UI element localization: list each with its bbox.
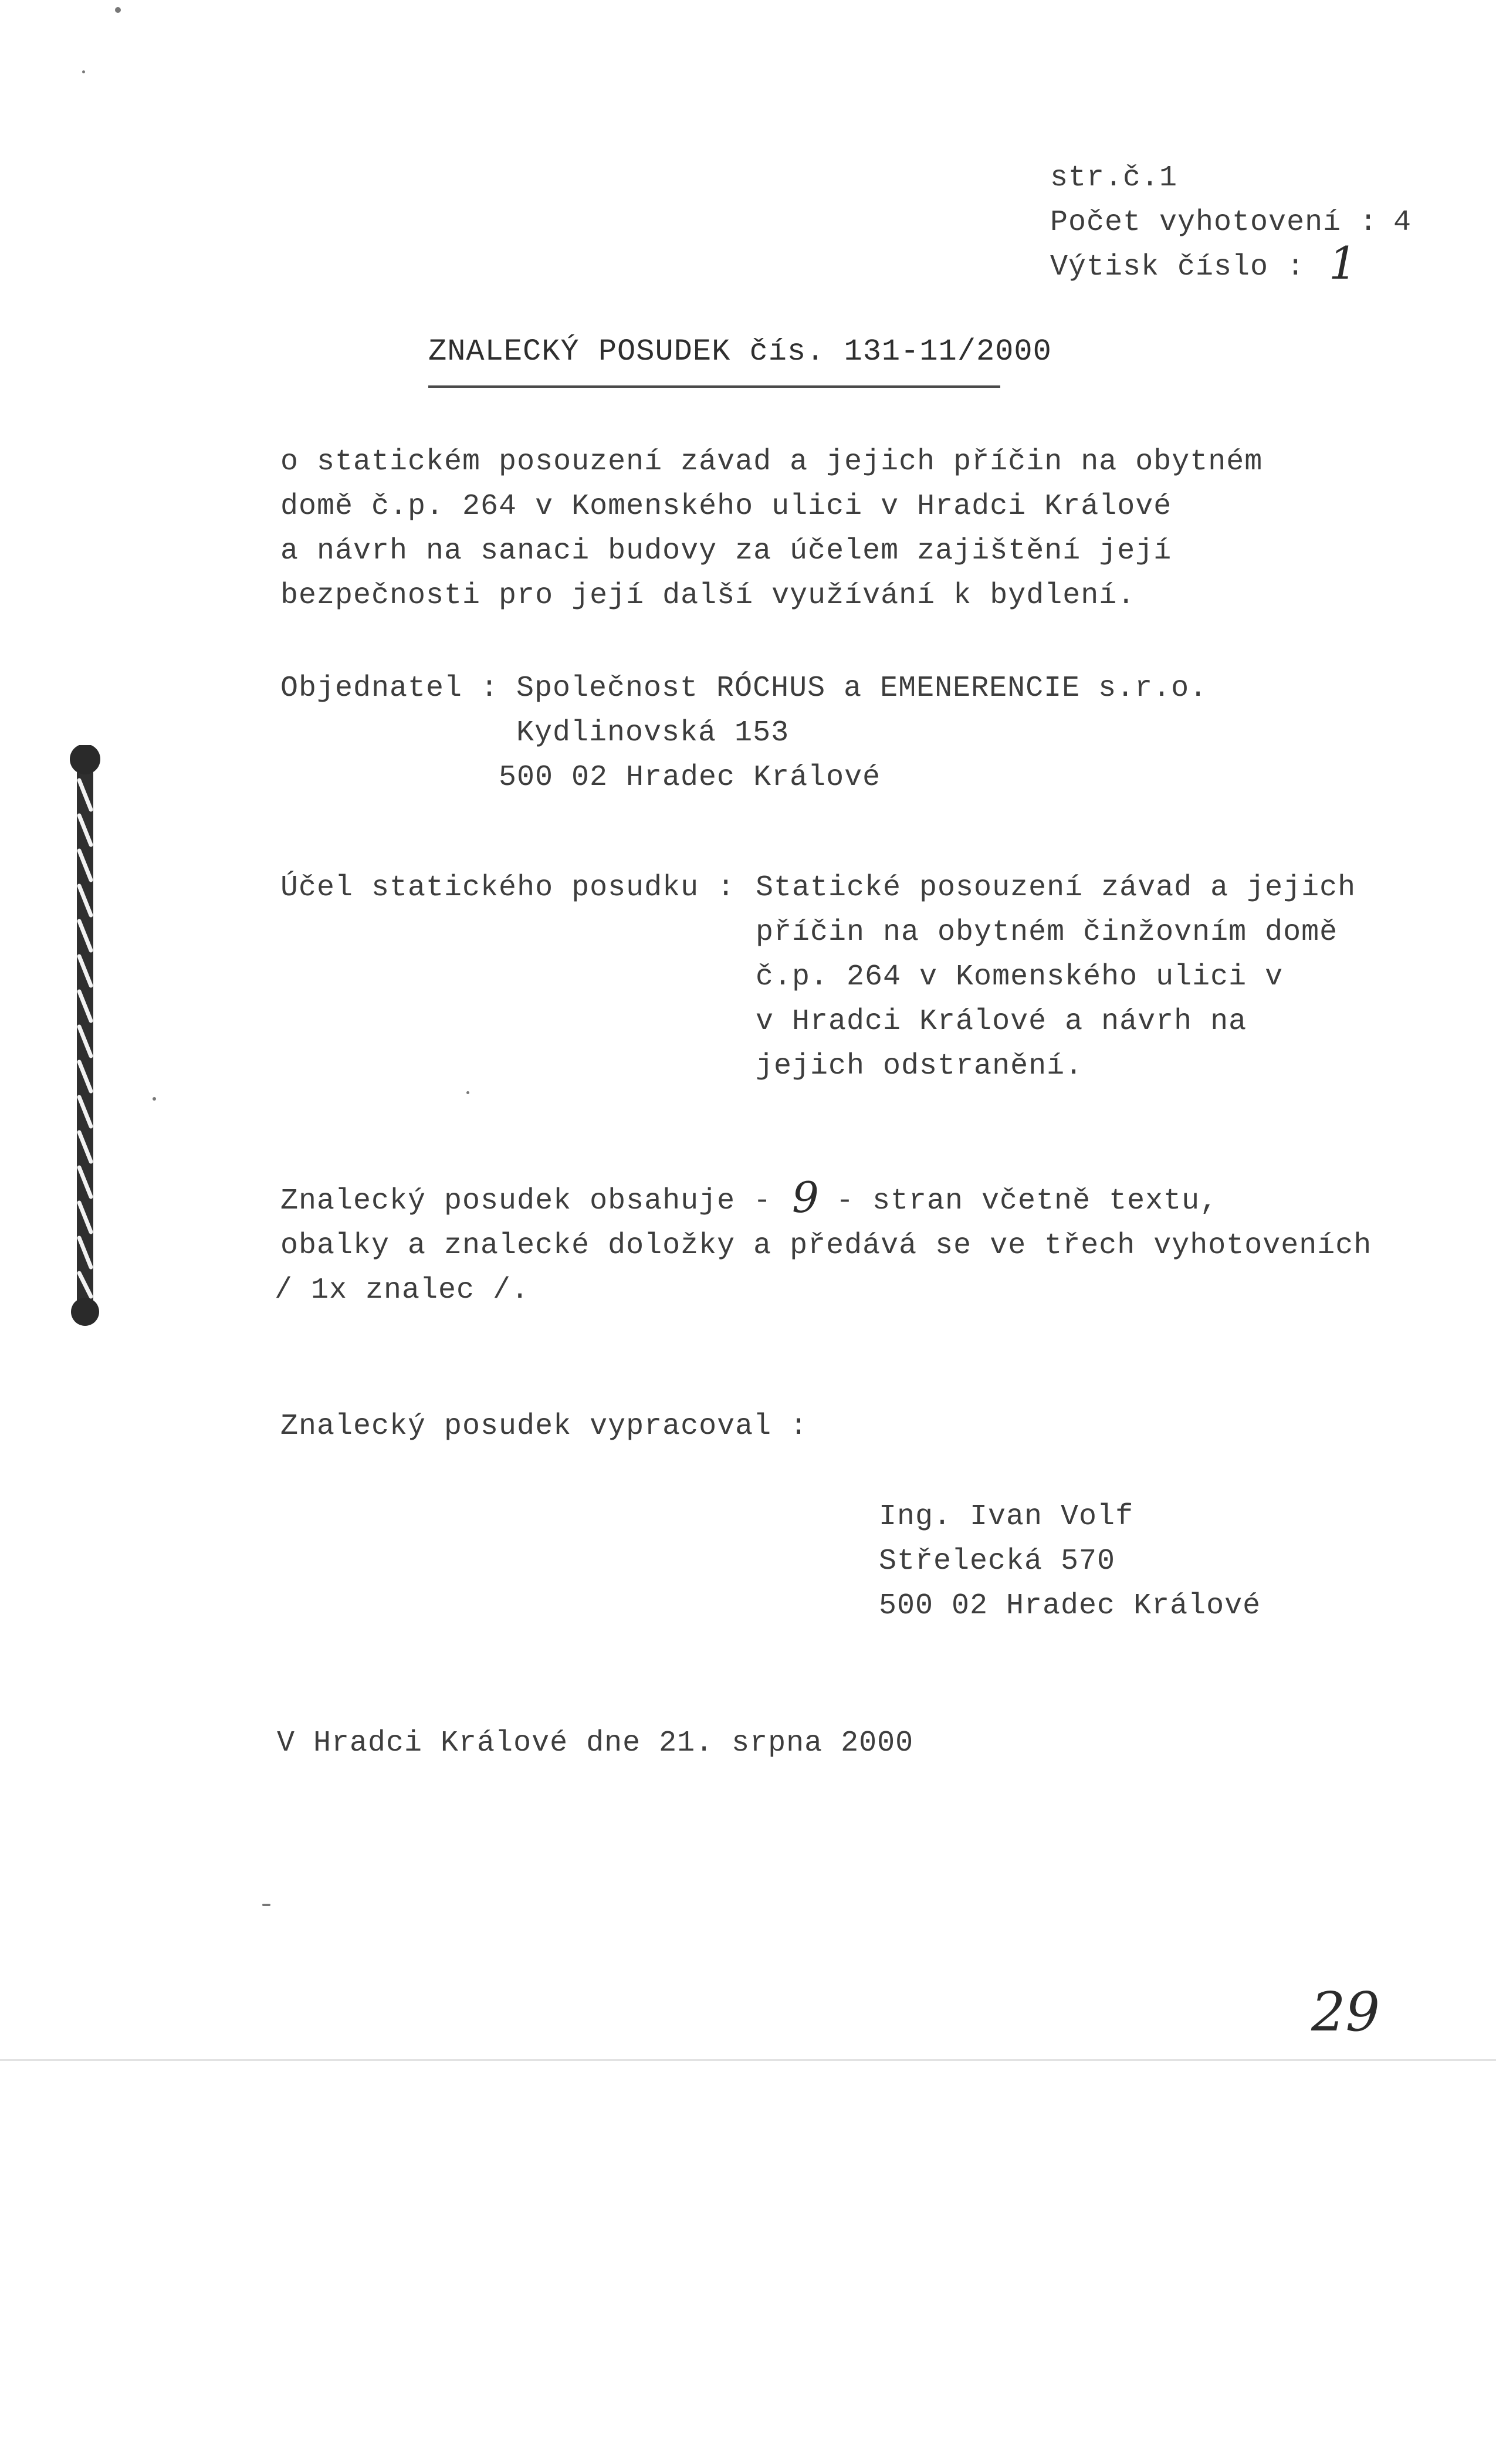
subject-line: domě č.p. 264 v Komenského ulici v Hradci Králové (280, 490, 1172, 523)
copy-number-handwritten: 1 (1329, 237, 1358, 289)
scan-speck (466, 1091, 469, 1094)
pages-count-handwritten: 9 (792, 1173, 819, 1222)
page-number: str.č.1 (1050, 161, 1178, 195)
binding-cord-icon (67, 745, 103, 1326)
copies-value: 4 (1393, 206, 1412, 239)
subject-line: bezpečnosti pro její další využívání k bydlení. (280, 579, 1136, 612)
scan-speck (153, 1097, 156, 1101)
purpose-line: jejich odstranění. (756, 1050, 1084, 1083)
client-label: Objednatel : (280, 672, 499, 705)
purpose-line: Statické posouzení závad a jejich (756, 871, 1356, 905)
document-title: ZNALECKÝ POSUDEK čís. 131-11/2000 (428, 334, 1052, 369)
author-street: Střelecká 570 (879, 1545, 1116, 1578)
purpose-line: příčin na obytném činžovním domě (756, 916, 1338, 949)
scan-speck (262, 1904, 270, 1906)
scan-speck (115, 7, 121, 13)
client-line: Společnost RÓCHUS a EMENERENCIE s.r.o. (516, 672, 1208, 705)
scan-speck (82, 70, 85, 73)
copy-label: Výtisk číslo : (1050, 251, 1305, 284)
subject-line: a návrh na sanaci budovy za účelem zajištění její (280, 534, 1172, 568)
subject-line: o statickém posouzení závad a jejich příčin na obytném (280, 445, 1263, 479)
purpose-label: Účel statického posudku : (280, 871, 736, 905)
author-label: Znalecký posudek vypracoval : (280, 1410, 808, 1443)
title-underline (428, 385, 1000, 388)
contents-line: / 1x znalec /. (275, 1274, 530, 1307)
page-mark-handwritten: 29 (1311, 1981, 1380, 2043)
date-line: V Hradci Králové dne 21. srpna 2000 (277, 1727, 914, 1760)
author-name: Ing. Ivan Volf (879, 1500, 1134, 1534)
client-line: 500 02 Hradec Králové (499, 761, 881, 794)
contents-line: - stran včetně textu, (836, 1184, 1219, 1218)
contents-line: Znalecký posudek obsahuje - (280, 1184, 772, 1218)
purpose-line: č.p. 264 v Komenského ulici v (756, 960, 1284, 994)
client-line: Kydlinovská 153 (516, 716, 790, 750)
contents-line: obalky a znalecké doložky a předává se ve třech vyhotoveních (280, 1229, 1372, 1263)
author-city: 500 02 Hradec Králové (879, 1589, 1261, 1623)
copies-label: Počet vyhotovení : (1050, 206, 1378, 239)
purpose-line: v Hradci Králové a návrh na (756, 1005, 1247, 1038)
